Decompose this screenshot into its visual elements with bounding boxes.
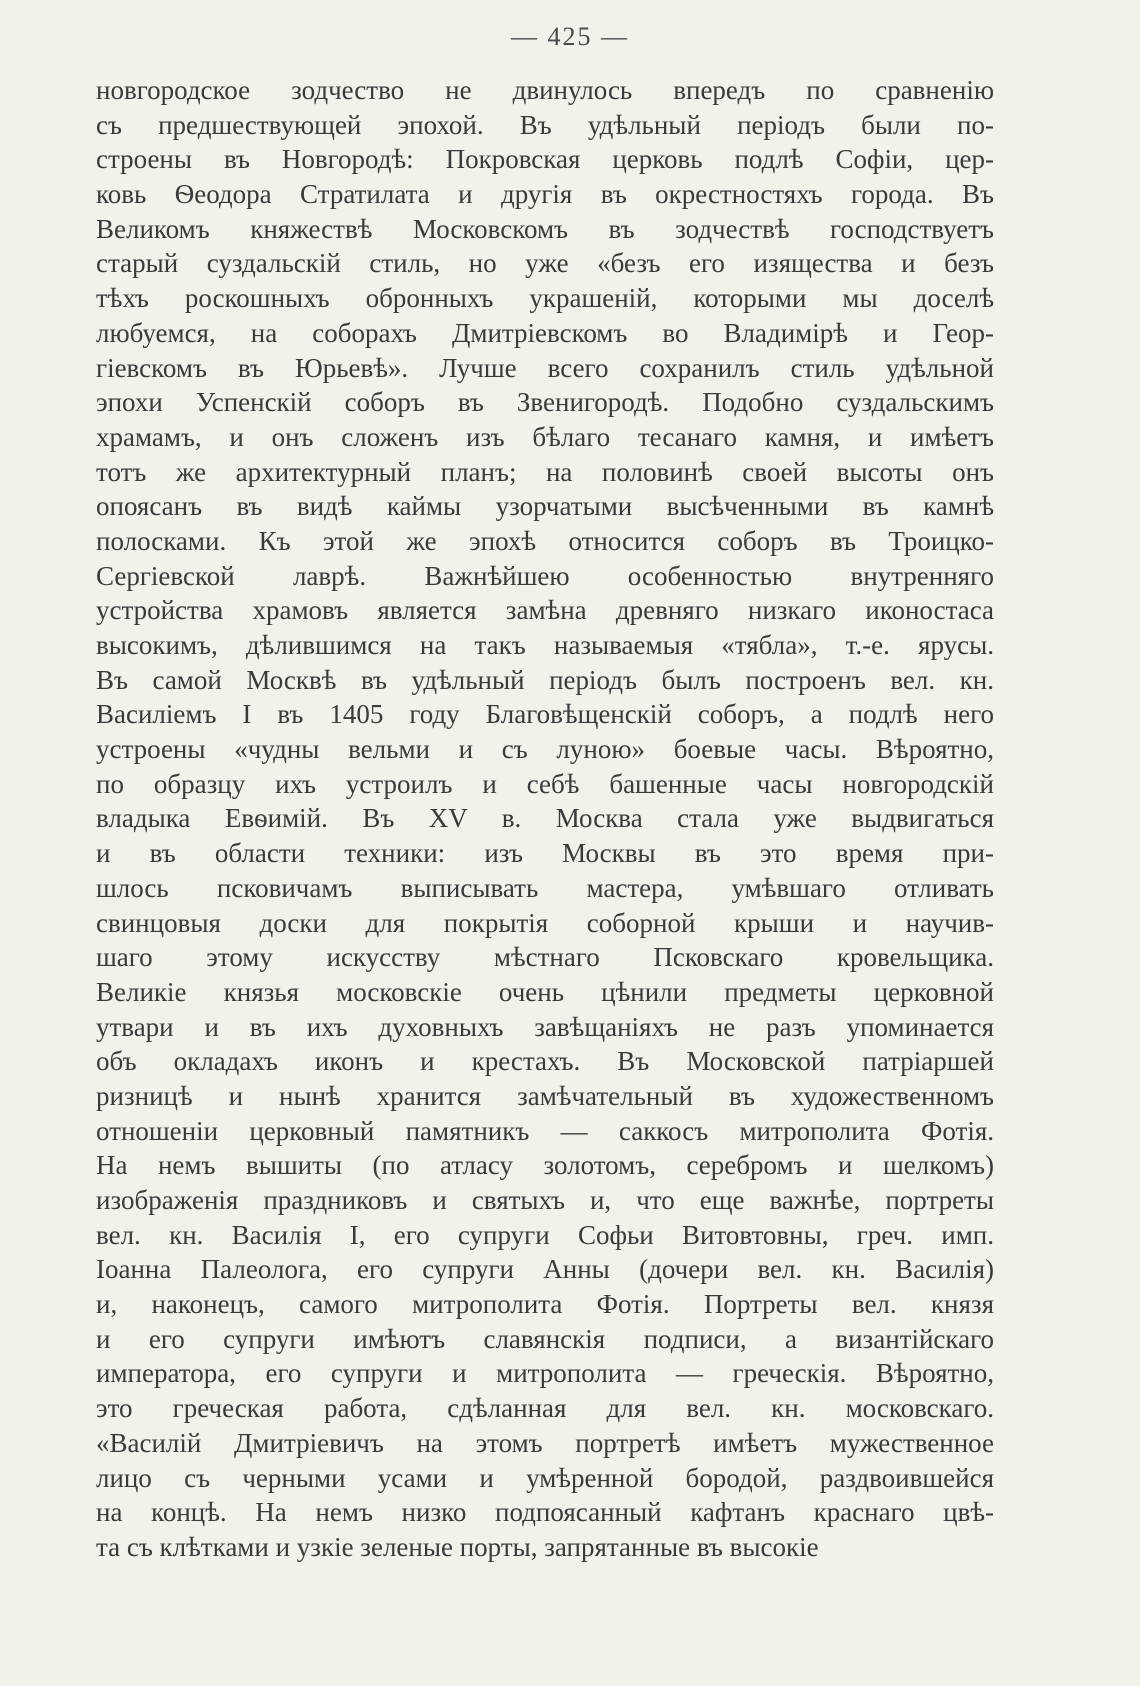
text-line: императора, его супруги и митрополита — греческія. Вѣроятно, [96, 1358, 994, 1389]
text-line: и въ области техники: изъ Москвы въ это время при- [96, 838, 994, 869]
text-line: «Василій Дмитріевичъ на этомъ портретѣ имѣетъ мужественное [96, 1427, 994, 1458]
text-line: и, наконецъ, самого митрополита Фотія. Портреты вел. князя [96, 1289, 994, 1320]
text-line: съ предшествующей эпохой. Въ удѣльный періодъ были по- [96, 109, 994, 140]
text-line: на концѣ. На немъ низко подпоясанный кафтанъ краснаго цвѣ- [96, 1497, 994, 1528]
text-line: утвари и въ ихъ духовныхъ завѣщаніяхъ не разъ упоминается [96, 1011, 994, 1042]
text-line: Великомъ княжествѣ Московскомъ въ зодчествѣ господствуетъ [96, 213, 994, 244]
text-line: по образцу ихъ устроилъ и себѣ башенные часы новгородскій [96, 768, 994, 799]
text-line: тотъ же архитектурный планъ; на половинѣ своей высоты онъ [96, 456, 994, 487]
text-line: владыка Евѳимій. Въ XV в. Москва стала уже выдвигаться [96, 803, 994, 834]
text-line: та съ клѣтками и узкіе зеленые порты, запрятанные въ высокіе [96, 1531, 819, 1562]
text-line: высокимъ, дѣлившимся на такъ называемыя «тябла», т.-е. ярусы. [96, 630, 994, 660]
text-line: отношеніи церковный памятникъ — саккосъ митрополита Фотія. [96, 1115, 994, 1146]
text-line: ковь Ѳеодора Стратилата и другія въ окрестностяхъ города. Въ [96, 179, 994, 210]
text-line: Сергіевской лаврѣ. Важнѣйшею особенностью внутренняго [96, 560, 994, 591]
page-number: — 425 — [511, 22, 629, 51]
text-line: Іоанна Палеолога, его супруги Анны (дочери вел. кн. Василія) [96, 1254, 994, 1285]
text-line: и его супруги имѣютъ славянскія подписи, а византійскаго [96, 1323, 994, 1354]
text-line: полосками. Къ этой же эпохѣ относится соборъ въ Троицко- [96, 525, 994, 556]
text-line: устроены «чудны вельми и съ луною» боевые часы. Вѣроятно, [96, 734, 994, 765]
text-line: устройства храмовъ является замѣна древняго низкаго иконостаса [96, 595, 994, 626]
text-line: ризницѣ и нынѣ хранится замѣчательный въ художественномъ [96, 1080, 994, 1111]
text-line: опоясанъ въ видѣ каймы узорчатыми высѣченными въ камнѣ [96, 491, 994, 522]
text-line: свинцовыя доски для покрытія соборной крыши и научив- [96, 907, 994, 938]
text-line: храмамъ, и онъ сложенъ изъ бѣлаго тесанаго камня, и имѣетъ [96, 421, 994, 452]
text-line: любуемся, на соборахъ Дмитріевскомъ во Владимірѣ и Геор- [96, 317, 994, 348]
text-line: шлось псковичамъ выписывать мастера, умѣвшаго отливать [96, 872, 994, 903]
text-line: гіевскомъ въ Юрьевѣ». Лучше всего сохранилъ стиль удѣльной [96, 352, 994, 383]
text-line: объ окладахъ иконъ и крестахъ. Въ Московской патріаршей [96, 1046, 994, 1077]
text-line: тѣхъ роскошныхъ обронныхъ украшеній, которыми мы доселѣ [96, 283, 994, 314]
text-line: старый суздальскій стиль, но уже «безъ его изящества и безъ [96, 248, 994, 279]
text-line: Василіемъ I въ 1405 году Благовѣщенскій соборъ, а подлѣ него [96, 699, 994, 730]
text-line: строены въ Новгородѣ: Покровская церковь подлѣ Софіи, цер- [96, 144, 994, 175]
text-line: Великіе князья московскіе очень цѣнили предметы церковной [96, 976, 994, 1007]
text-line: шаго этому искусству мѣстнаго Псковскаго кровельщика. [96, 942, 994, 973]
text-line: вел. кн. Василія I, его супруги Софьи Витовтовны, греч. имп. [96, 1219, 994, 1250]
body-text [96, 73, 994, 1565]
text-line: новгородское зодчество не двинулось впередъ по сравненію [96, 75, 994, 105]
text-line: На немъ вышиты (по атласу золотомъ, серебромъ и шелкомъ) [96, 1150, 994, 1181]
text-line: изображенія праздниковъ и святыхъ и, что еще важнѣе, портреты [96, 1185, 994, 1215]
text-line: эпохи Успенскій соборъ въ Звенигородѣ. Подобно суздальскимъ [96, 387, 994, 418]
text-line: это греческая работа, сдѣланная для вел. кн. московскаго. [96, 1393, 994, 1424]
text-line: Въ самой Москвѣ въ удѣльный періодъ былъ построенъ вел. кн. [96, 664, 994, 695]
text-line: лицо съ черными усами и умѣренной бородой, раздвоившейся [96, 1462, 994, 1493]
